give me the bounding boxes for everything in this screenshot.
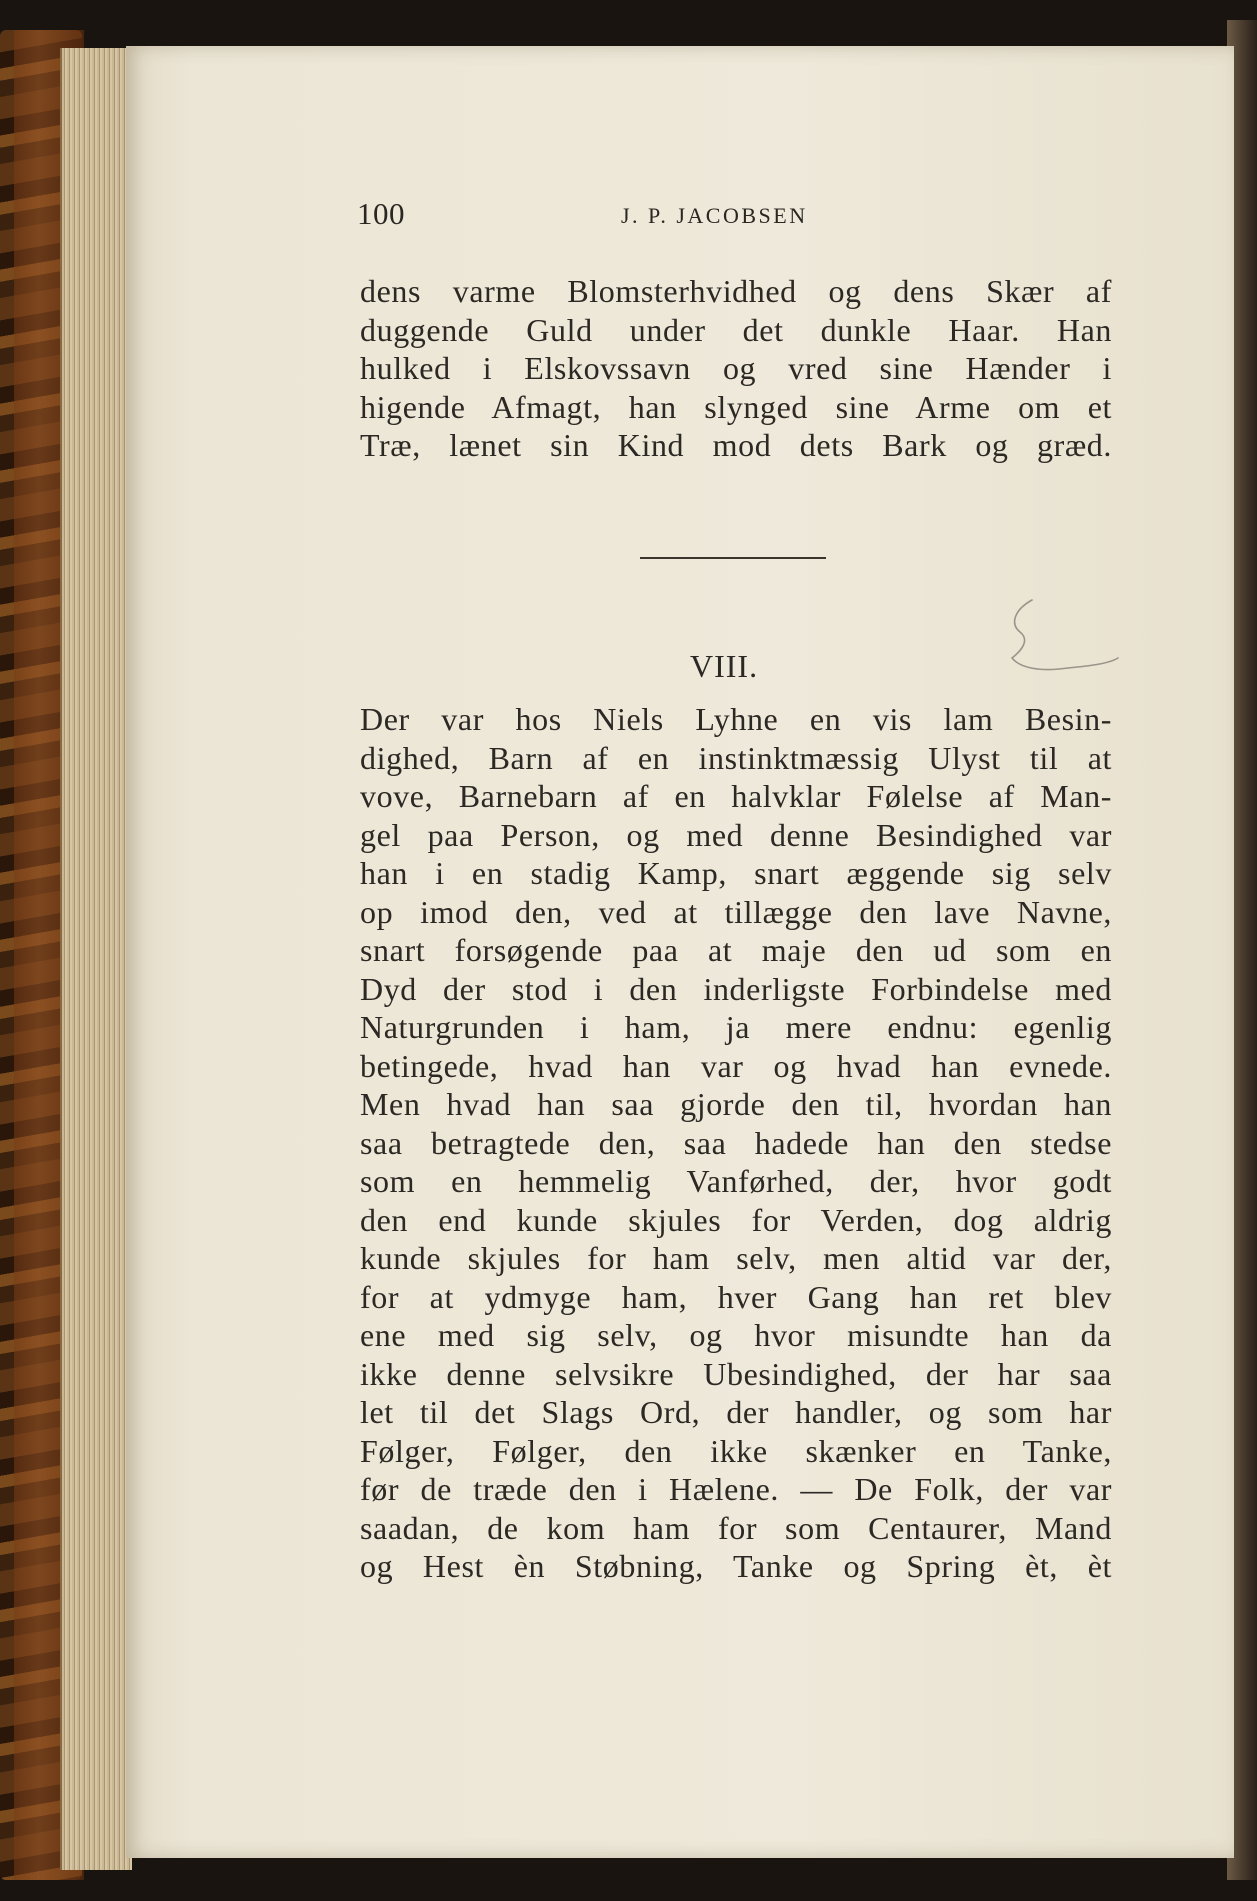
- page-edges: [60, 48, 132, 1870]
- text-line: Følger, Følger, den ikke skænker en Tanke,: [360, 1432, 1112, 1469]
- text-line: kunde skjules for ham selv, men altid var der,: [360, 1240, 1112, 1276]
- text-line: ene med sig selv, og hvor misundte han da: [360, 1317, 1112, 1353]
- text-line: hulked i Elskovssavn og vred sine Hænder i: [360, 350, 1112, 386]
- text-line: gel paa Person, og med denne Besindighed var: [360, 816, 1112, 853]
- text-line: som en hemmelig Vanførhed, der, hvor godt: [360, 1163, 1112, 1199]
- text-line: Men hvad han saa gjorde den til, hvordan han: [360, 1086, 1112, 1122]
- text-line: betingede, hvad han var og hvad han evnede.: [360, 1047, 1112, 1084]
- text-line: higende Afmagt, han slynged sine Arme om et: [360, 388, 1112, 425]
- text-line: let til det Slags Ord, der handler, og som har: [360, 1394, 1112, 1430]
- pencil-mark: [1004, 598, 1124, 688]
- paragraph-continued: [360, 272, 1112, 465]
- text-line: Træ, lænet sin Kind mod dets Bark og græd.: [360, 427, 1112, 463]
- text-line: duggende Guld under det dunkle Haar. Han: [360, 311, 1112, 348]
- text-line: saadan, de kom ham for som Centaurer, Mand: [360, 1509, 1112, 1546]
- text-line: og Hest èn Støbning, Tanke og Spring èt, èt: [360, 1548, 1112, 1584]
- running-head: [357, 196, 877, 240]
- text-line: for at ydmyge ham, hver Gang han ret blev: [360, 1278, 1112, 1315]
- text-line: den end kunde skjules for Verden, dog aldrig: [360, 1201, 1112, 1238]
- text-line: Der var hos Niels Lyhne en vis lam Besin-: [360, 701, 1112, 737]
- running-head-author: J. P. JACOBSEN: [621, 203, 808, 228]
- chapter-paragraph: [360, 700, 1112, 1586]
- text-line: dens varme Blomsterhvidhed og dens Skær af: [360, 273, 1112, 309]
- text-line: før de træde den i Hælene. — De Folk, der var: [360, 1471, 1112, 1507]
- text-line: op imod den, ved at tillægge den lave Navne,: [360, 893, 1112, 930]
- text-line: saa betragtede den, saa hadede han den stedse: [360, 1124, 1112, 1161]
- text-line: dighed, Barn af en instinktmæssig Ulyst til at: [360, 739, 1112, 776]
- section-divider: [640, 557, 826, 559]
- page-number: 100: [357, 196, 405, 231]
- text-line: snart forsøgende paa at maje den ud som en: [360, 932, 1112, 968]
- text-line: ikke denne selvsikre Ubesindighed, der har saa: [360, 1355, 1112, 1392]
- chapter-heading: VIII.: [690, 648, 759, 684]
- text-line: Dyd der stod i den inderligste Forbindelse med: [360, 970, 1112, 1007]
- text-line: han i en stadig Kamp, snart æggende sig selv: [360, 855, 1112, 891]
- text-line: vove, Barnebarn af en halvklar Følelse af Man-: [360, 778, 1112, 814]
- text-line: Naturgrunden i ham, ja mere endnu: egenlig: [360, 1009, 1112, 1045]
